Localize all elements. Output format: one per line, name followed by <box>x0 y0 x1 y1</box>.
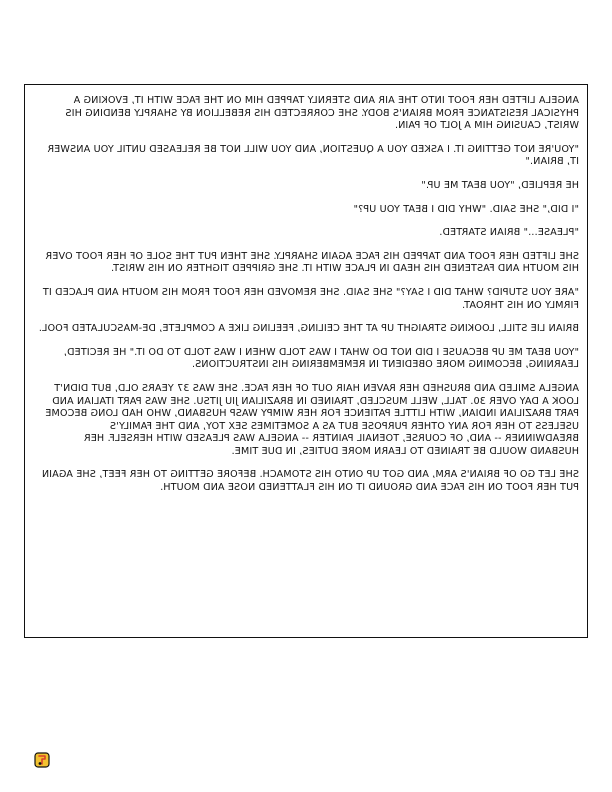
story-paragraph: "YOU'RE NOT GETTING IT. I ASKED YOU A QUESTION, AND YOU WILL NOT BE RELEASED UNTIL YOU ANSWER IT, BRIAN." <box>47 143 579 168</box>
story-paragraph: "I DID," SHE SAID. "WHY DID I BEAT YOU UP?" <box>353 203 579 215</box>
story-text <box>25 85 587 495</box>
story-paragraph: "PLEASE..." BRIAN STARTED. <box>439 227 579 239</box>
story-paragraph: "ARE YOU STUPID? WHAT DID I SAY?" SHE SAID. SHE REMOVED HER FOOT FROM HIS MOUTH AND PLACED IT FIRMLY ON HIS THROAT. <box>42 286 579 311</box>
stamp-logo-icon <box>34 752 50 768</box>
story-paragraph: BRIAN LIE STILL, LOOKING STRAIGHT UP AT THE CEILING, FEELING LIKE A COMPLETE, DE-MASCULATED FOOL. <box>38 323 579 335</box>
story-paragraph: ANGELA LIFTED HER FOOT INTO THE AIR AND STERNLY TAPPED HIM ON THE FACE WITH IT, EVOKING A PHYSICAL RESISTANCE FROM BRIAN'S BODY. SHE CORRECTED HIS REBELLION BY SHARPLY BENDING HIS WRIST, CAUSING HIM A JOLT OF PAIN. <box>65 95 579 132</box>
story-paragraph: HE REPLIED, "YOU BEAT ME UP." <box>421 179 579 191</box>
story-paragraph: "YOU BEAT ME UP BECAUSE I DID NOT DO WHAT I WAS TOLD WHEN I WAS TOLD TO DO IT." HE RECITED, LEARNING, BECOMING MORE OBEDIENT IN REMEMBERING HIS INSTRUCTIONS. <box>63 346 579 371</box>
story-panel <box>24 84 588 638</box>
story-paragraph: ANGELA SMILED AND BRUSHED HER RAVEN HAIR OUT OF HER FACE. SHE WAS 37 YEARS OLD, BUT DIDN'T LOOK A DAY OVER 30. TALL, WELL MUSCLED, TRAINED IN BRAZILIAN JIU JITSU. SHE WAS PART ITALIAN AND PART BRAZILIAN INDIAN, WITH LITTLE PATIENCE FOR HER WIMPY WASP HUSBAND, WHO HAD LONG BECOME USELESS TO HER FOR ANY OTHER PURPOSE BUT AS A SOMETIMES SEX TOY, AND THE FAMILY'S BREADWINNER -- AND, OF COURSE, TOENAIL PAINTER -- ANGELA WAS PLEASED WITH HERSELF. HER HUSBAND WOULD BE TRAINED TO LEARN MORE DUTIES, IN DUE TIME. <box>45 382 579 457</box>
story-paragraph: SHE LET GO OF BRIAN'S ARM, AND GOT UP ONTO HIS STOMACH. BEFORE GETTING TO HER FEET, SHE AGAIN PUT HER FOOT ON HIS FACE AND GROUND IT ON HIS FLATTENED NOSE AND MOUTH. <box>41 469 579 494</box>
story-paragraph: SHE LIFTED HER FOOT AND TAPPED HIS FACE AGAIN SHARPLY. SHE THEN PUT THE SOLE OF HER FOOT OVER HIS MOUTH AND FASTENED HIS HEAD IN PLACE WITH IT. SHE GRIPPED TIGHTER ON HIS WRIST. <box>45 250 579 275</box>
